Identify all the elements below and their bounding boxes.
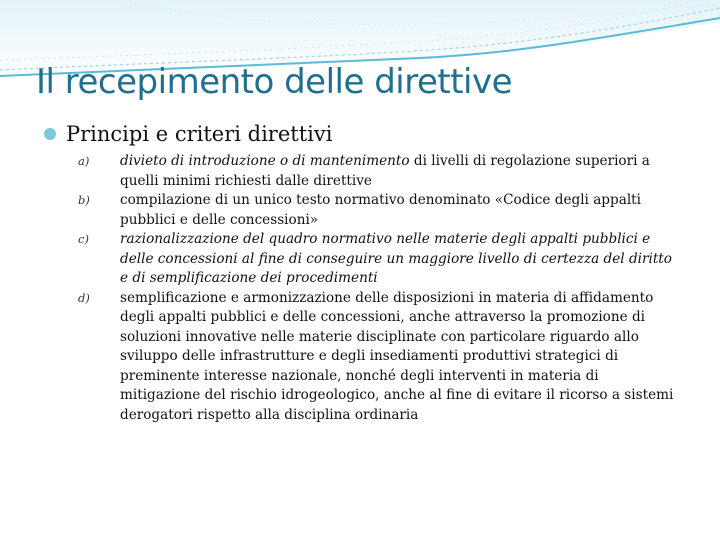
list-marker: d) <box>78 290 90 305</box>
list-marker: c) <box>78 232 89 246</box>
list-marker: a) <box>78 154 90 168</box>
list-item <box>78 289 678 426</box>
list-item <box>78 230 678 289</box>
criteria-list <box>78 152 678 425</box>
list-item-plain: semplificazione e armonizzazione delle disposizioni in materia di affidamento degli appalti pubblici e delle concessioni, anche attraverso la promozione di soluzioni innovative nelle materie disciplinate con particolare riguardo allo sviluppo delle infrastrutture e degli insediamenti produttivi strategici di preminente interesse nazionale, nonché degli interventi in materia di mitigazione del rischio idrogeologico, anche al fine di evitare il ricorso a sistemi derogatori rispetto alla disciplina ordinaria <box>120 289 674 423</box>
list-item-italic: razionalizzazione del quadro normativo nelle materie degli appalti pubblici e delle concessioni al fine di conseguire un maggiore livello di certezza del diritto e di semplificazione dei procedimenti <box>120 231 672 286</box>
slide-title: Il recepimento delle direttive <box>36 62 513 102</box>
list-marker: b) <box>78 193 90 207</box>
list-item-text <box>120 289 678 426</box>
main-bullet <box>44 122 332 146</box>
bullet-dot-icon <box>44 128 56 140</box>
list-item-plain: di livelli di regolazione superiori a quelli minimi richiesti dalle direttive <box>120 153 650 189</box>
list-item-italic: divieto di introduzione o di mantenimento <box>120 153 410 169</box>
list-item <box>78 191 678 230</box>
list-item-text <box>120 230 678 289</box>
main-bullet-text: Principi e criteri direttivi <box>66 122 333 146</box>
list-item-text <box>120 152 678 191</box>
list-item <box>78 152 678 191</box>
list-item-plain: compilazione di un unico testo normativo denominato «Codice degli appalti pubblici e delle concessioni» <box>120 192 641 228</box>
list-item-text <box>120 191 678 230</box>
